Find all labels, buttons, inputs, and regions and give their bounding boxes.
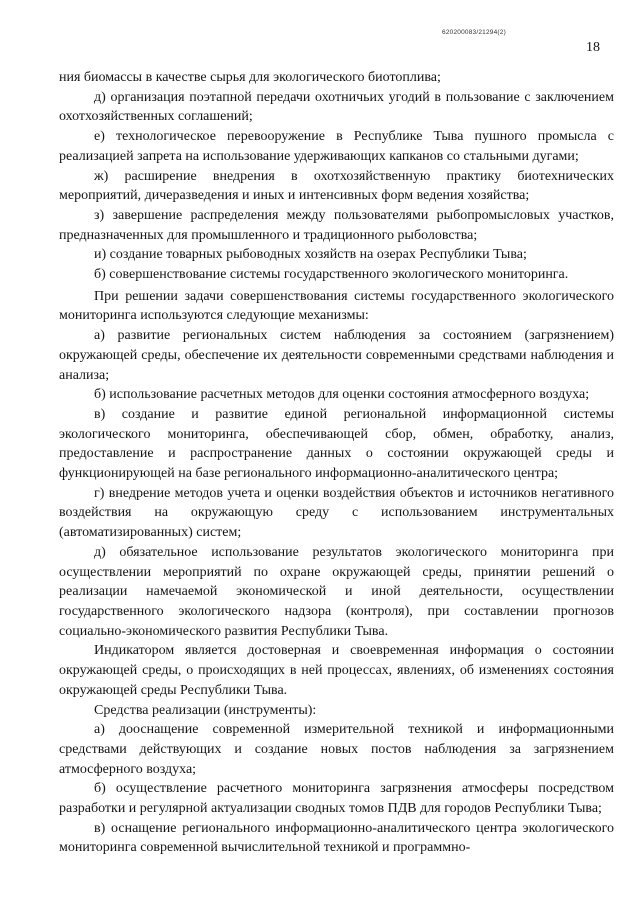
paragraph-item-d-hunting: д) организация поэтапной передачи охотничьих угодий в пользование с заключением охотхозяйственных соглашений;: [59, 89, 614, 125]
paragraph-tool-a: а) дооснащение современной измерительной техникой и информационными средствами действующих и создание новых постов наблюдения за загрязнением атмосферного воздуха;: [59, 722, 614, 777]
paragraph-item-b-monitoring: б) совершенствование системы государственного экологического мониторинга.: [94, 267, 569, 283]
page-number: 18: [586, 40, 600, 55]
paragraph-item-e-fur-trade: е) технологическое перевооружение в Республике Тыва пушного промысла с реализацией запрета на использование удерживающих капканов со стальными дугами;: [59, 129, 614, 164]
paragraph-mechanism-b: б) использование расчетных методов для оценки состояния атмосферного воздуха;: [94, 387, 590, 403]
document-code: 620200083/21294(2): [442, 29, 506, 36]
paragraph-item-i-fish-farms: и) создание товарных рыбоводных хозяйств на озерах Республики Тыва;: [94, 247, 527, 263]
paragraph-mechanism-v: в) создание и развитие единой региональной информационной системы экологического мониторинга, обеспечивающей сбор, обмен, обработку, анализ, предоставление и распространение данных о состоянии окружающей среды и функционирующей на базе регионального информационно-аналитического центра;: [59, 406, 614, 482]
paragraph-item-zh-biotech: ж) расширение внедрения в охотхозяйственную практику биотехнических мероприятий, дичеразведения и иных и интенсивных форм ведения хозяйства;: [59, 168, 614, 204]
document-body: [59, 68, 614, 858]
paragraph-tool-v: в) оснащение регионального информационно-аналитического центра экологического мониторинга современной вычислительной техникой и программно-: [59, 820, 614, 856]
paragraph-item-z-fishing: з) завершение распределения между пользователями рыбопромысловых участков, предназначенных для промышленного и традиционного рыболовства;: [59, 207, 614, 243]
paragraph-mechanism-d: д) обязательное использование результатов экологического мониторинга при осуществлении мероприятий по охране окружающей среды, принятии решений о реализации намечаемой экономической и иной деятельности, осуществлении государственного экологического надзора (контроля), при составлении прогнозов социально-экономического развития Республики Тыва.: [59, 544, 614, 639]
paragraph-mechanism-a: а) развитие региональных систем наблюдения за состоянием (загрязнением) окружающей среды, обеспечение их деятельности современными средствами наблюдения и анализа;: [59, 328, 614, 383]
paragraph-mechanism-g: г) внедрение методов учета и оценки воздействия объектов и источников негативного воздействия на окружающую среду с использованием инструментальных (автоматизированных) систем;: [59, 485, 614, 541]
paragraph-tools-heading: Средства реализации (инструменты):: [94, 702, 317, 718]
paragraph-indicator: Индикатором является достоверная и своевременная информация о состоянии окружающей среды, о происходящих в ней процессах, явлениях, об изменениях состояния окружающей среды Республики Тыва.: [59, 643, 614, 698]
paragraph-mechanisms-intro: При решении задачи совершенствования системы государственного экологического мониторинга используются следующие механизмы:: [59, 288, 614, 324]
paragraph-continuation: ния биомассы в качестве сырья для экологического биотоплива;: [59, 70, 441, 85]
paragraph-tool-b: б) осуществление расчетного мониторинга загрязнения атмосферы посредством разработки и регулярной актуализации сводных томов ПДВ для городов Республики Тыва;: [59, 781, 614, 817]
